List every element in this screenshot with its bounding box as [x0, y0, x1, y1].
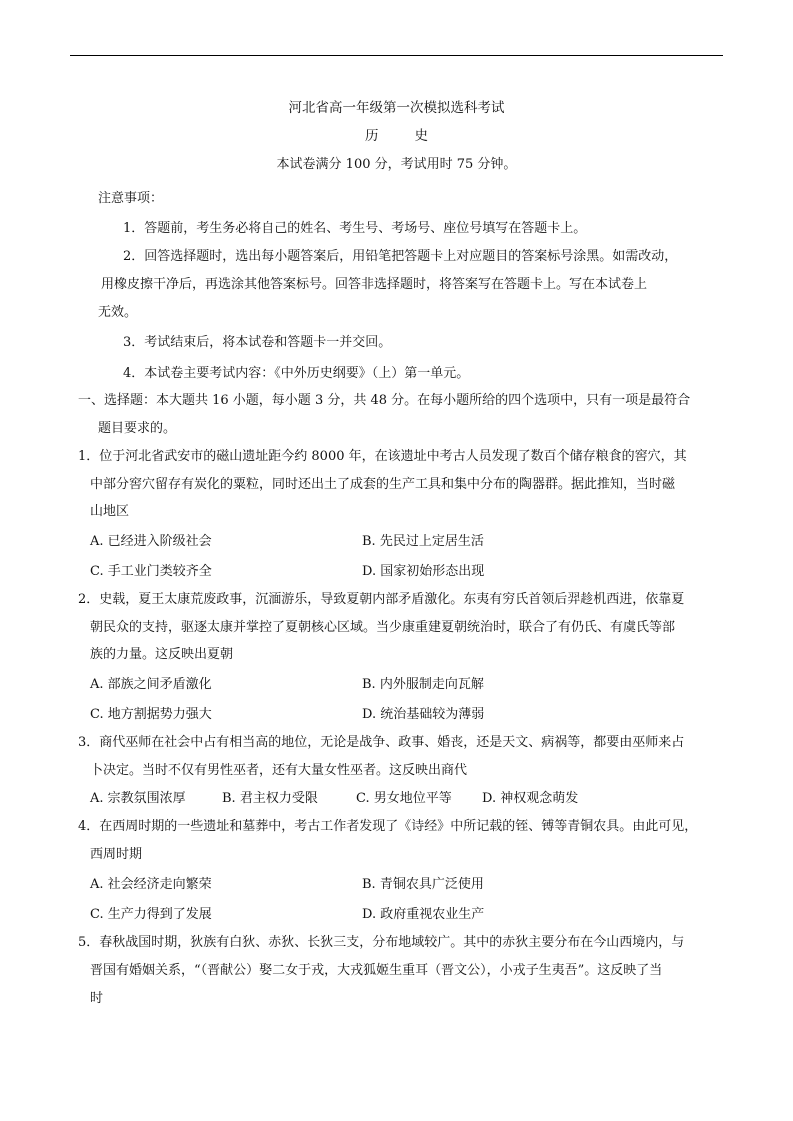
q2-option-c: C. 地方割据势力强大	[90, 707, 212, 722]
q1-stem-line-1: 1．位于河北省武安市的磁山遗址距今约 8000 年，在该遗址中考古人员发现了数百个储存粮食的窖穴，其	[78, 449, 687, 464]
q5-stem-line-3: 时	[90, 991, 104, 1006]
header-rule	[70, 55, 723, 56]
q3-option-c: C. 男女地位平等	[356, 791, 452, 806]
notice-item-4: 4．本试卷主要考试内容：《中外历史纲要》（上）第一单元。	[123, 366, 470, 381]
q3-option-a: A. 宗教氛围浓厚	[90, 791, 186, 806]
q4-option-b: B. 青铜农具广泛使用	[362, 877, 484, 892]
q4-option-d: D. 政府重视农业生产	[362, 907, 485, 922]
q3-option-b: B. 君主权力受限	[222, 791, 318, 806]
section-heading-line-2: 题目要求的。	[98, 421, 177, 436]
notice-item-3: 3．考试结束后，将本试卷和答题卡一并交回。	[123, 335, 392, 350]
q2-stem-line-3: 族的力量。这反映出夏朝	[90, 647, 234, 662]
q1-option-c: C. 手工业门类较齐全	[90, 564, 212, 579]
q3-stem-line-2: 卜决定。当时不仅有男性巫者，还有大量女性巫者。这反映出商代	[90, 763, 468, 778]
q1-stem-line-3: 山地区	[90, 504, 130, 519]
q2-stem-line-2: 朝民众的支持，驱逐太康并掌控了夏朝核心区域。当少康重建夏朝统治时，联合了有仍氏、有虞氏等部	[90, 620, 676, 635]
q2-option-b: B. 内外服制走向瓦解	[362, 677, 484, 692]
q2-option-a: A. 部族之间矛盾激化	[90, 677, 212, 692]
section-heading-line-1: 一、选择题：本大题共 16 小题，每小题 3 分，共 48 分。在每小题所给的四个选项中，只有一项是最符合	[78, 393, 691, 408]
notice-item-2-line-1: 2．回答选择题时，选出每小题答案后，用铅笔把答题卡上对应题目的答案标号涂黑。如需改动，	[123, 249, 678, 264]
subject-name	[0, 127, 793, 145]
subject-char-2: 史	[414, 128, 428, 144]
notice-heading: 注意事项：	[98, 191, 164, 206]
q5-stem-line-2: 晋国有婚姻关系，“（晋献公）娶二女于戎，大戎狐姬生重耳（晋文公），小戎子生夷吾”。这反映了当	[90, 963, 663, 978]
exam-title: 河北省高一年级第一次模拟选科考试	[288, 100, 505, 116]
notice-item-1: 1．答题前，考生务必将自己的姓名、考生号、考场号、座位号填写在答题卡上。	[123, 221, 587, 236]
q1-option-a: A. 已经进入阶级社会	[90, 534, 212, 549]
q2-option-d: D. 统治基础较为薄弱	[362, 707, 485, 722]
q1-option-b: B. 先民过上定居生活	[362, 534, 484, 549]
q4-stem-line-2: 西周时期	[90, 847, 143, 862]
q3-option-d: D. 神权观念萌发	[482, 791, 579, 806]
q1-stem-line-2: 中部分窖穴留存有炭化的粟粒，同时还出土了成套的生产工具和集中分布的陶器群。据此推知，当时磁	[90, 477, 676, 492]
q5-stem-line-1: 5．春秋战国时期，狄族有白狄、赤狄、长狄三支，分布地域较广。其中的赤狄主要分布在今山西境内，与	[78, 935, 685, 950]
q3-stem-line-1: 3．商代巫师在社会中占有相当高的地位，无论是战争、政事、婚丧，还是天文、病祸等，都要由巫师来占	[78, 735, 685, 750]
q1-option-d: D. 国家初始形态出现	[362, 564, 485, 579]
q2-stem-line-1: 2．史载，夏王太康荒废政事，沉湎游乐，导致夏朝内部矛盾激化。东夷有穷氏首领后羿趁机西进，依靠夏	[78, 592, 685, 607]
exam-meta: 本试卷满分 100 分，考试用时 75 分钟。	[276, 157, 517, 172]
subject-char-1: 历	[365, 128, 379, 144]
notice-item-2-line-2: 用橡皮擦干净后，再选涂其他答案标号。回答非选择题时，将答案写在答题卡上。写在本试卷上	[101, 277, 648, 292]
notice-item-2-line-3: 无效。	[98, 305, 138, 320]
q4-stem-line-1: 4．在西周时期的一些遗址和墓葬中，考古工作者发现了《诗经》中所记载的铚、镈等青铜农具。由此可见，	[78, 819, 698, 834]
q4-option-c: C. 生产力得到了发展	[90, 907, 212, 922]
q4-option-a: A. 社会经济走向繁荣	[90, 877, 212, 892]
